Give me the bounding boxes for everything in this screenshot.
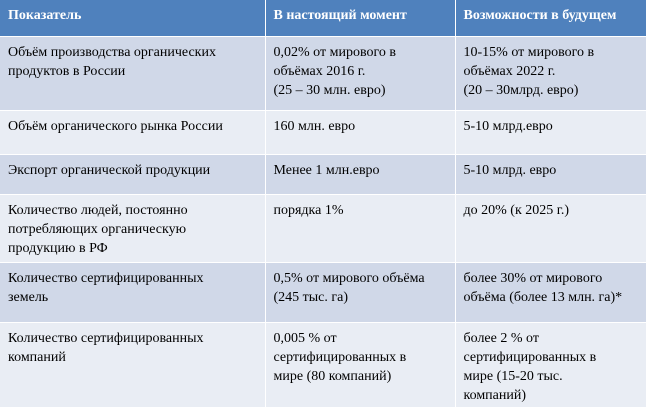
cell-line: 10-15% от мирового в (463, 44, 595, 60)
cell-line: 5-10 млрд. евро (463, 162, 557, 178)
table-row (0, 322, 646, 407)
header-current: В настоящий момент (265, 0, 455, 36)
cell-line: (25 – 30 млн. евро) (273, 82, 386, 98)
cell-current (265, 36, 455, 110)
cell-future (455, 322, 646, 407)
cell-line: 160 млн. евро (273, 118, 356, 134)
cell-line: сертифицированных в (463, 349, 597, 365)
cell-line: Количество сертифицированных (8, 270, 204, 286)
cell-current (265, 194, 455, 262)
cell-line: земель (8, 289, 49, 305)
cell-future (455, 36, 646, 110)
header-indicator: Показатель (0, 0, 265, 36)
cell-current (265, 262, 455, 322)
cell-line: потребляющих органическую (8, 221, 187, 237)
header-future: Возможности в будущем (455, 0, 646, 36)
table-row (0, 194, 646, 262)
cell-line: 0,5% от мирового объёма (273, 270, 425, 286)
cell-line: объёмах 2016 г. (273, 63, 366, 79)
cell-line: (20 – 30млрд. евро) (463, 82, 579, 98)
table-row (0, 110, 646, 154)
cell-line: объёма (более 13 млн. га)* (463, 289, 623, 305)
cell-line: 5-10 млрд.евро (463, 118, 553, 134)
cell-indicator (0, 322, 265, 407)
cell-line: Количество людей, постоянно (8, 202, 188, 218)
cell-line: объёмах 2022 г. (463, 63, 556, 79)
cell-line: более 2 % от (463, 330, 539, 346)
cell-line: Экспорт органической продукции (8, 162, 211, 178)
cell-indicator (0, 194, 265, 262)
cell-current (265, 322, 455, 407)
cell-line: до 20% (к 2025 г.) (463, 202, 570, 218)
cell-current (265, 154, 455, 194)
table-row (0, 36, 646, 110)
cell-line: Менее 1 млн.евро (273, 162, 380, 178)
cell-line: (245 тыс. га) (273, 289, 349, 305)
cell-future (455, 262, 646, 322)
cell-line: продуктов в России (8, 63, 126, 79)
cell-line: более 30% от мирового (463, 270, 603, 286)
cell-line: компаний) (463, 387, 527, 403)
cell-line: сертифицированных в (273, 349, 407, 365)
table-row (0, 262, 646, 322)
cell-line: мире (15-20 тыс. (463, 368, 563, 384)
cell-line: продукцию в РФ (8, 240, 108, 256)
table-header-row (0, 0, 646, 36)
cell-current (265, 110, 455, 154)
cell-line: Количество сертифицированных (8, 330, 204, 346)
cell-future (455, 154, 646, 194)
cell-line: Объём производства органических (8, 44, 216, 60)
cell-line: мире (80 компаний) (273, 368, 392, 384)
cell-line: Объём органического рынка России (8, 118, 223, 134)
table-row (0, 154, 646, 194)
cell-indicator (0, 36, 265, 110)
cell-future (455, 110, 646, 154)
cell-indicator (0, 154, 265, 194)
cell-line: 0,005 % от (273, 330, 337, 346)
cell-indicator (0, 262, 265, 322)
cell-future (455, 194, 646, 262)
cell-line: 0,02% от мирового в (273, 44, 396, 60)
cell-indicator (0, 110, 265, 154)
cell-line: порядка 1% (273, 202, 344, 218)
cell-line: компаний (8, 349, 66, 365)
